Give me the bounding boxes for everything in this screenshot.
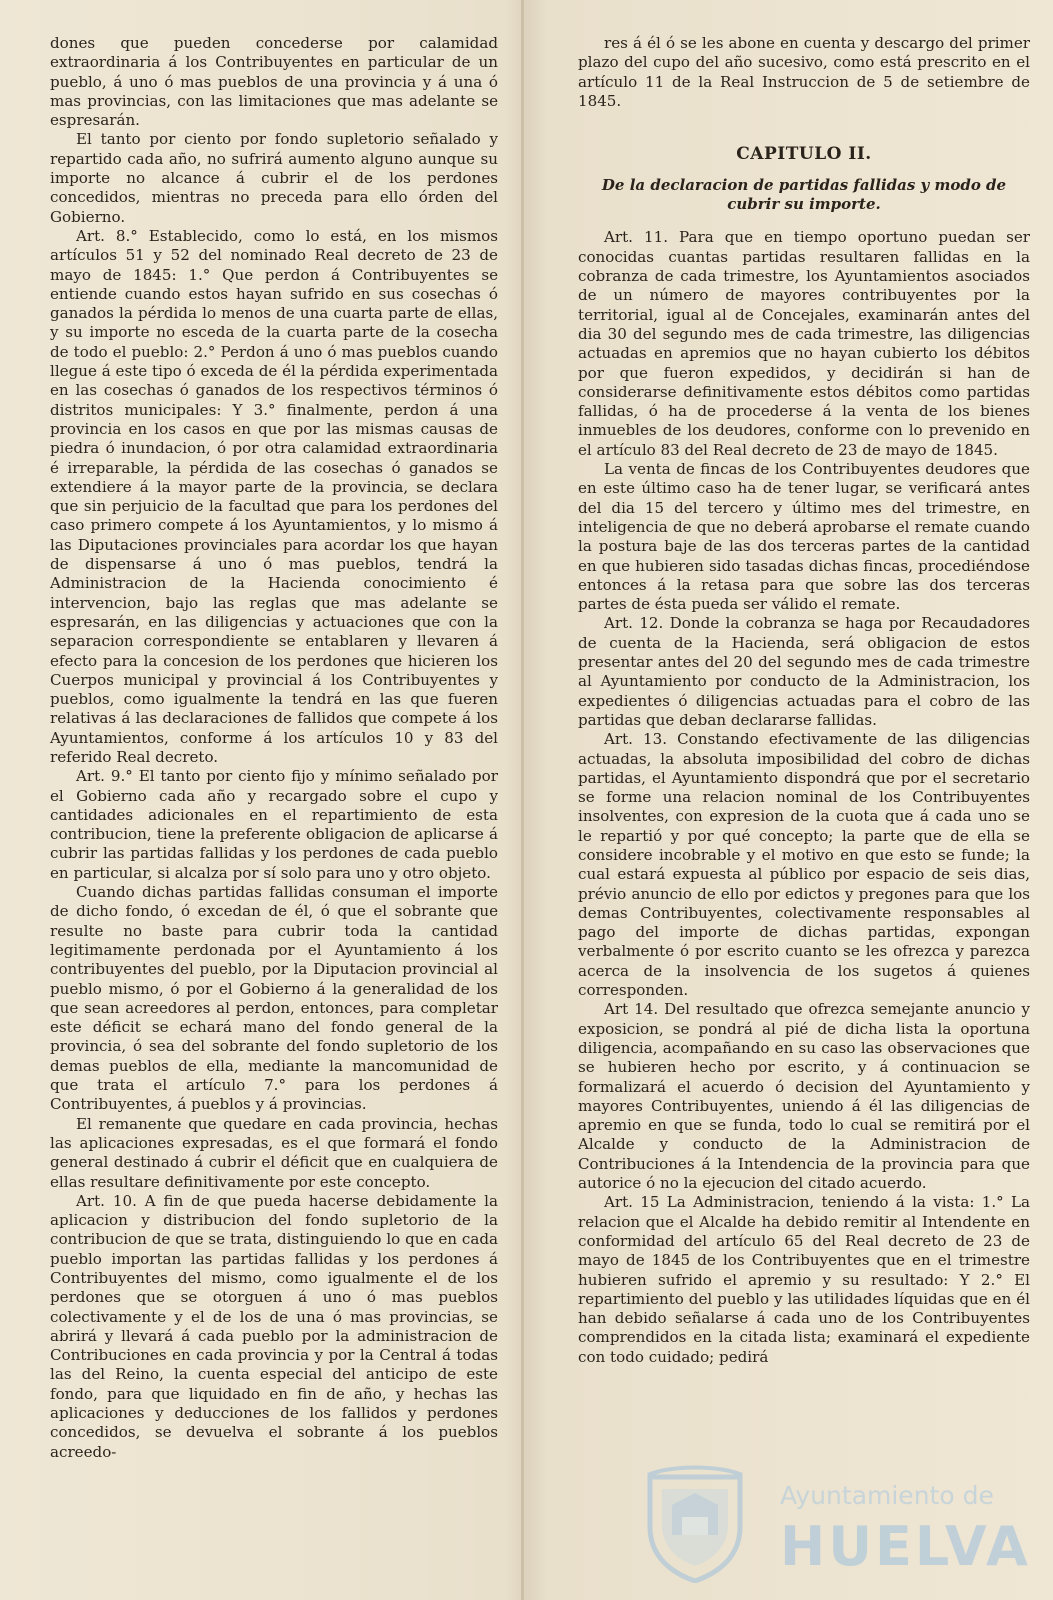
watermark-line1: Ayuntamiento de <box>780 1481 994 1510</box>
watermark <box>640 1465 1040 1585</box>
article-15: Art. 15 La Administracion, teniendo á la vista: 1.° La relacion que el Alcalde ha debido remitir al Intendente en conformidad del artículo 65 del Real decreto de 23 de mayo de 1845 de los Contribuyentes que en el trimestre hubieren sufrido el apremio y su resultado: Y 2.° El repartimiento del pueblo y las utilidades líquidas que en él han debido señalarse á cada uno de los Contribuyentes comprendidos en la citada lista; examinará el expediente con todo cuidado; pedirá <box>578 1193 1030 1366</box>
left-column <box>50 34 498 1462</box>
paragraph: El remanente que quedare en cada provincia, hechas las aplicaciones expresadas, es el que formará el fondo general destinado á cubrir el déficit que en cualquiera de ellas resultare definitivamente por este concepto. <box>50 1114 498 1191</box>
chapter-subtitle: De la declaracion de partidas fallidas y modo de cubrir su importe. <box>601 176 1007 214</box>
right-column <box>578 34 1030 1367</box>
page-fold <box>521 0 524 1600</box>
continued-paragraph: res á él ó se les abone en cuenta y descargo del primer plazo del cupo del año sucesivo, como está prescrito en el artículo 11 de la Real Instruccion de 5 de setiembre de 1845. <box>578 34 1030 110</box>
paragraph: Cuando dichas partidas fallidas consuman el importe de dicho fondo, ó excedan de él, ó que el sobrante que resulte no baste para cubrir toda la cantidad legitimamente perdonada por el Ayuntamiento á los contribuyentes del pueblo, por la Diputacion provincial al pueblo mismo, ó por el Gobierno á la generalidad de los que sean acreedores al perdon, entonces, para completar este déficit se echará mano del fondo general de la provincia, ó sea del sobrante del fondo supletorio de los demas pueblos de ella, mediante la mancomunidad de que trata el artículo 7.° para los perdones á Contribuyentes, á pueblos y á provincias. <box>50 883 498 1114</box>
paragraph: La venta de fincas de los Contribuyentes deudores que en este último caso ha de tener lugar, se verificará antes del dia 15 del tercero y último mes del trimestre, en inteligencia de que no deberá aprobarse el remate cuando la postura baje de las dos terceras partes de la cantidad en que hubieren sido tasadas dichas fincas, procediéndose entonces á la retasa para que sobre las dos terceras partes de ésta pueda ser válido el remate. <box>578 460 1030 614</box>
article-10: Art. 10. A fin de que pueda hacerse debidamente la aplicacion y distribucion del fondo supletorio de la contribucion de que se trata, distinguiendo lo que en cada pueblo importan las partidas fallidas y los perdones á Contribuyentes del mismo, como igualmente el de los perdones que se otorguen á uno ó mas pueblos colectivamente y el de los de una ó mas provincias, se abrirá y llevará á cada pueblo por la administracion de Contribuciones en cada provincia y por la Central á todas las del Reino, la cuenta especial del anticipo de este fondo, para que liquidado en fin de año, y hechas las aplicaciones y deducciones de los fallidos y perdones concedidos, se devuelva el sobrante á los pueblos acreedo- <box>50 1191 498 1461</box>
paragraph: dones que pueden concederse por calamidad extraordinaria á los Contribuyentes en particular de un pueblo, á uno ó mas pueblos de una provincia y á una ó mas provincias, con las limitaciones que mas adelante se espresarán. <box>50 34 498 130</box>
article-8: Art. 8.° Establecido, como lo está, en los mismos artículos 51 y 52 del nominado Real decreto de 23 de mayo de 1845: 1.° Que perdon á Contribuyentes se entiende cuando estos hayan sufrido en sus cosechas ó ganados la pérdida lo menos de una cuarta parte de ellas, y su importe no esceda de la cuarta parte de la cosecha de todo el pueblo: 2.° Perdon á uno ó mas pueblos cuando llegue á este tipo ó exceda de él la pérdida experimentada en las cosechas ó ganados de los respectivos términos ó distritos municipales: Y 3.° finalmente, perdon á una provincia en los casos en que por las mismas causas de piedra ó inundacion, ó por otra calamidad extraordinaria é irreparable, la pérdida de las cosechas ó ganados se extendiere á la mayor parte de la provincia, se declara que sin perjuicio de la facultad que para los perdones del caso primero compete á los Ayuntamientos, y lo mismo á las Diputaciones provinciales para acordar los que hayan de dispensarse á uno ó mas pueblos, tendrá la Administracion de la Hacienda conocimiento é intervencion, bajo las reglas que mas adelante se espresarán, en las diligencias y actuaciones que con la separacion correspondiente se entablaren y llevaren á efecto para la concesion de los perdones que hicieren los Cuerpos municipal y provincial á los Contribuyentes y pueblos, como igualmente la tendrá en las que fueren relativas á las declaraciones de fallidos que compete á los Ayuntamientos, conforme á los artículos 10 y 83 del referido Real decreto. <box>50 226 498 766</box>
article-13: Art. 13. Constando efectivamente de las diligencias actuadas, la absoluta imposibilidad del cobro de dichas partidas, el Ayuntamiento dispondrá que por el secretario se forme una relacion nominal de los Contribuyentes insolventes, con expresion de la cuota que á cada uno se le repartió y por qué concepto; la parte que de ella se considere incobrable y el motivo en que esto se funde; la cual estará expuesta al público por espacio de seis dias, prévio anuncio de ello por edictos y pregones para que los demas Contribuyentes, colectivamente responsables al pago del importe de dichas partidas, expongan verbalmente ó por escrito cuanto se les ofrezca y parezca acerca de la insolvencia de los sugetos á quienes corresponden. <box>578 730 1030 1000</box>
chapter-title: CAPITULO II. <box>736 144 872 165</box>
article-14: Art 14. Del resultado que ofrezca semejante anuncio y exposicion, se pondrá al pié de dicha lista la oportuna diligencia, acompañando en su caso las observaciones que se hubieren hecho por escrito, y á continuacion se formalizará el acuerdo ó decision del Ayuntamiento y mayores Contribuyentes, uniendo á él las diligencias de apremio en que se funda, todo lo cual se remitirá por el Alcalde y conducto de la Administracion de Contribuciones á la Intendencia de la provincia para que autorice ó no la ejecucion del citado acuerdo. <box>578 1000 1030 1193</box>
paragraph: El tanto por ciento por fondo supletorio señalado y repartido cada año, no sufrirá aumento alguno aunque su importe no alcance á cubrir el de los perdones concedidos, mientras no preceda para ello órden del Gobierno. <box>50 130 498 226</box>
watermark-line2: HUELVA <box>780 1515 1031 1578</box>
article-12: Art. 12. Donde la cobranza se haga por Recaudadores de cuenta de la Hacienda, será obligacion de estos presentar antes del 20 del segundo mes de cada trimestre al Ayuntamiento por conducto de la Administracion, los expedientes ó diligencias actuadas para el cobro de las partidas que deban declararse fallidas. <box>578 614 1030 729</box>
city-shield-icon <box>640 1465 750 1583</box>
article-11: Art. 11. Para que en tiempo oportuno puedan ser conocidas cuantas partidas resultaren fallidas en la cobranza de cada trimestre, los Ayuntamientos asociados de un número de mayores contribuyentes por la territorial, igual al de Concejales, examinarán antes del dia 30 del segundo mes de cada trimestre, las diligencias actuadas en apremios que no hayan cubierto los débitos por que fueron expedidos, y decidirán si han de considerarse definitivamente estos débitos como partidas fallidas, ó ha de procederse á la venta de los bienes inmuebles de los deudores, conforme con lo prevenido en el artículo 83 del Real decreto de 23 de mayo de 1845. <box>578 228 1030 459</box>
article-9: Art. 9.° El tanto por ciento fijo y mínimo señalado por el Gobierno cada año y recargado sobre el cupo y cantidades adicionales en el repartimiento de esta contribucion, tiene la preferente obligacion de aplicarse á cubrir las partidas fallidas y los perdones de cada pueblo en particular, si alcalza por sí solo para uno y otro objeto. <box>50 767 498 882</box>
